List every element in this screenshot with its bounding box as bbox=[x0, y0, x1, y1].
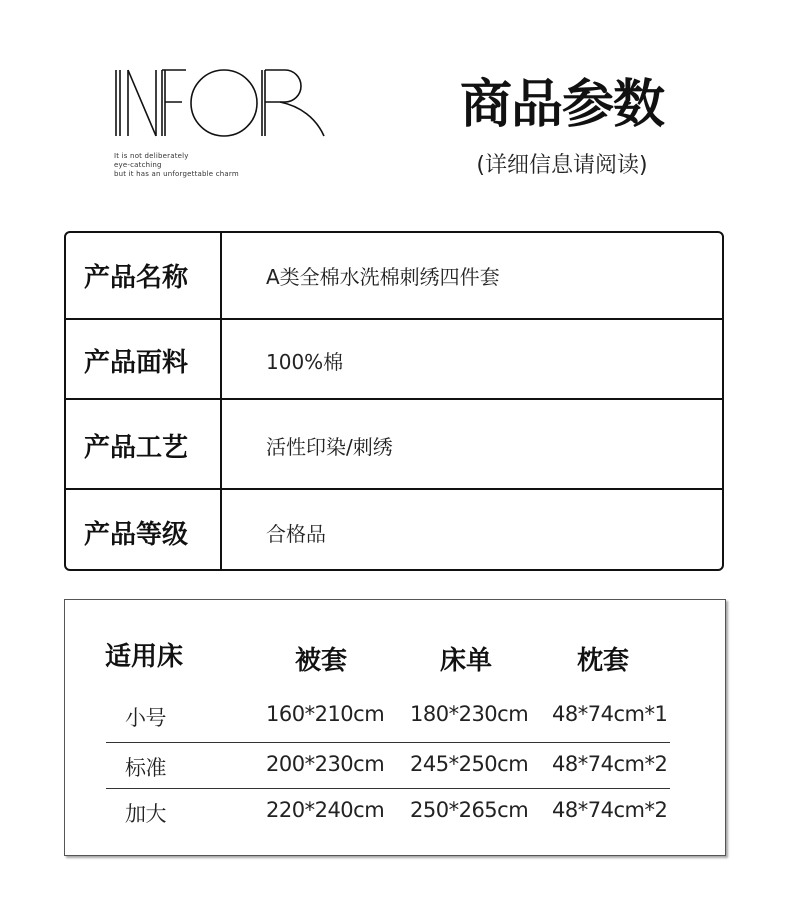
size-header-bed: 适用床 bbox=[105, 642, 184, 672]
page-title: 商品参数 bbox=[459, 75, 664, 135]
param-label: 产品等级 bbox=[66, 490, 222, 571]
size-cell: 标准 bbox=[125, 756, 166, 780]
param-row-craft bbox=[66, 398, 722, 490]
param-value: A类全棉水洗棉刺绣四件套 bbox=[266, 265, 500, 289]
param-value: 合格品 bbox=[266, 522, 326, 546]
row-divider bbox=[106, 788, 670, 789]
size-cell: 245*250cm bbox=[410, 752, 529, 776]
size-cell: 48*74cm*1 bbox=[552, 702, 668, 726]
size-cell: 250*265cm bbox=[410, 798, 529, 822]
size-table bbox=[64, 599, 726, 856]
param-label: 产品面料 bbox=[66, 320, 222, 400]
tagline-line: but it has an unforgettable charm bbox=[114, 170, 239, 178]
infor-logo-icon bbox=[110, 62, 330, 152]
product-params-table bbox=[64, 231, 724, 571]
param-value: 100%棉 bbox=[266, 349, 344, 374]
param-row-grade bbox=[66, 488, 722, 571]
size-cell: 180*230cm bbox=[410, 702, 529, 726]
size-cell: 小号 bbox=[125, 706, 166, 730]
page-subtitle: (详细信息请阅读) bbox=[476, 153, 648, 178]
size-cell: 48*74cm*2 bbox=[552, 798, 668, 822]
param-label: 产品名称 bbox=[66, 233, 222, 318]
row-divider bbox=[106, 742, 670, 743]
size-cell: 160*210cm bbox=[266, 702, 385, 726]
param-label: 产品工艺 bbox=[66, 400, 222, 490]
param-value: 活性印染/刺绣 bbox=[266, 434, 393, 459]
param-row-name bbox=[66, 233, 722, 318]
tagline-line: eye-catching bbox=[114, 161, 162, 169]
size-header-pillowcase: 枕套 bbox=[577, 646, 630, 676]
brand-logo bbox=[110, 62, 330, 152]
size-cell: 220*240cm bbox=[266, 798, 385, 822]
size-header-sheet: 床单 bbox=[440, 646, 493, 676]
tagline-line: It is not deliberately bbox=[114, 152, 189, 160]
brand-tagline bbox=[114, 152, 239, 179]
size-cell: 200*230cm bbox=[266, 752, 385, 776]
size-cell: 加大 bbox=[125, 802, 166, 826]
param-row-fabric bbox=[66, 318, 722, 400]
size-header-duvet: 被套 bbox=[295, 646, 348, 676]
size-cell: 48*74cm*2 bbox=[552, 752, 668, 776]
